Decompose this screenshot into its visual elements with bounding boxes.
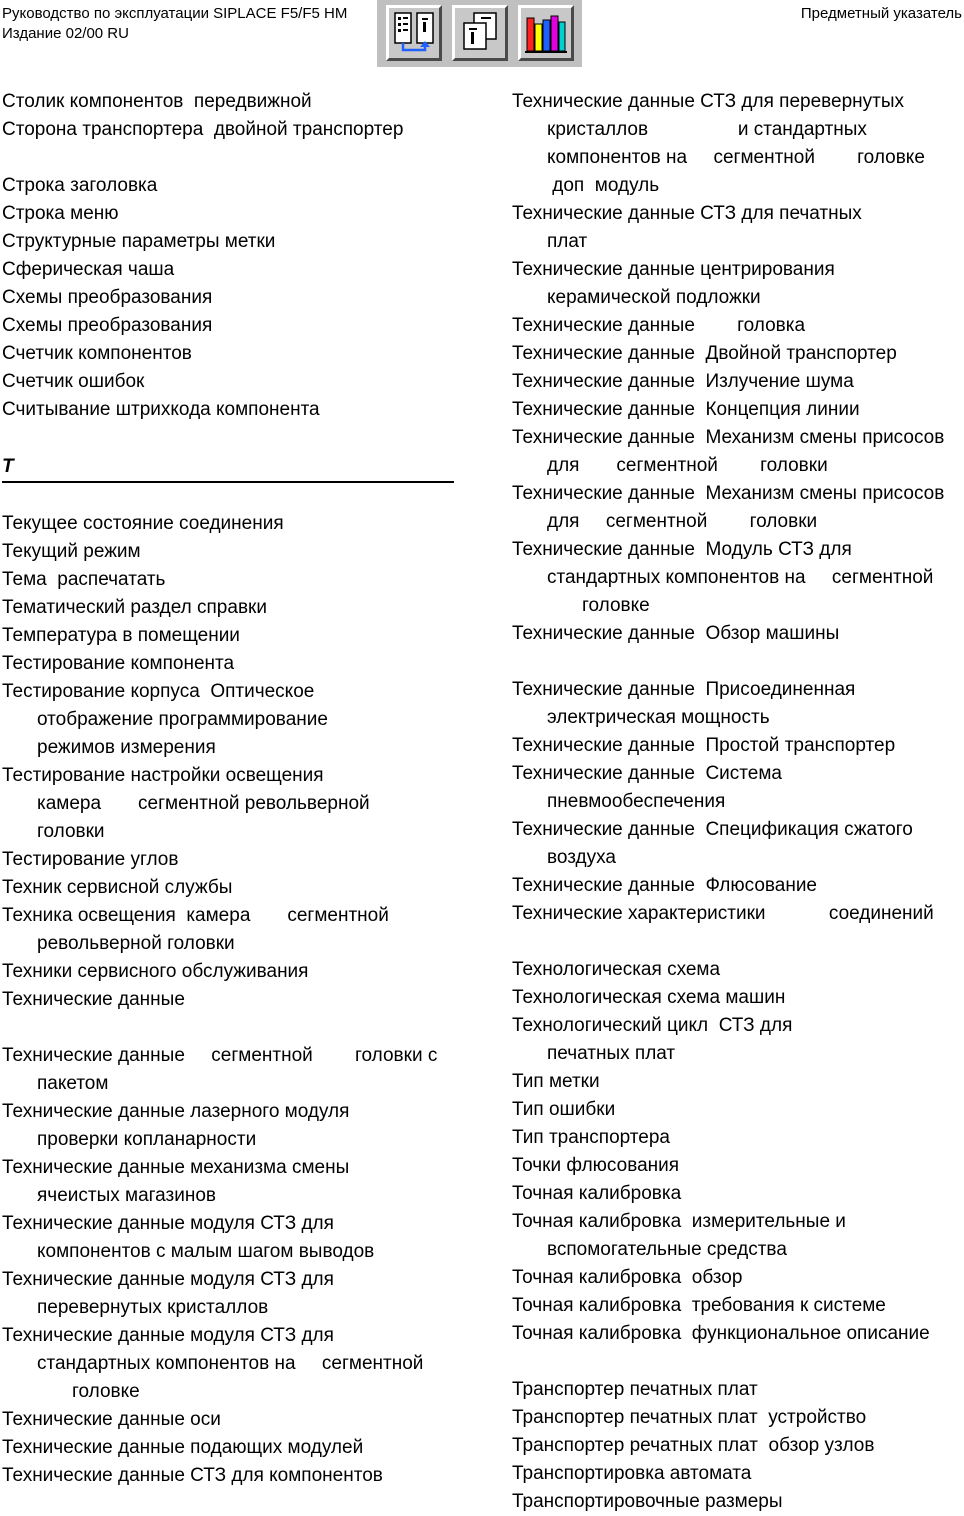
index-entry-continuation[interactable]: для сегментной головки — [547, 511, 818, 532]
index-entry[interactable]: Технические данные Обзор машины — [512, 623, 840, 644]
index-entry[interactable]: Техники сервисного обслуживания — [2, 961, 309, 982]
index-entry-continuation[interactable]: керамической подложки — [547, 287, 761, 308]
index-entry-continuation[interactable]: отображение программирование — [37, 709, 328, 730]
index-column-left-t — [2, 510, 457, 1490]
index-entry[interactable]: Точки флюсования — [512, 1155, 680, 1176]
index-entry[interactable]: Технические данные модуля СТЗ для — [2, 1213, 334, 1234]
index-entry[interactable]: Транспортировка автомата — [512, 1463, 752, 1484]
index-entry[interactable]: Тестирование корпуса Оптическое — [2, 681, 315, 702]
index-entry[interactable]: Технические данные Спецификация сжатого — [512, 819, 913, 840]
index-entry[interactable]: Технические данные СТЗ для печатных — [512, 203, 862, 224]
index-entry-continuation[interactable]: головки — [37, 821, 105, 842]
index-entry[interactable]: Технические данные Система — [512, 763, 782, 784]
index-entry[interactable]: Текущее состояние соединения — [2, 513, 284, 534]
index-entry[interactable]: Транспортировочные размеры — [512, 1491, 783, 1512]
index-entry[interactable]: Схемы преобразования — [2, 287, 213, 308]
letter-heading: T — [2, 453, 454, 483]
index-entry-continuation[interactable]: плат — [547, 231, 588, 252]
index-entry-continuation[interactable]: для сегментной головки — [547, 455, 828, 476]
index-entry-continuation[interactable]: стандартных компонентов на сегментной — [37, 1353, 424, 1374]
index-entry-continuation[interactable]: вспомогательные средства — [547, 1239, 787, 1260]
books-icon — [523, 10, 569, 56]
index-entry[interactable]: Транспортер печатных плат устройство — [512, 1407, 867, 1428]
index-entry-continuation[interactable]: ячеистых магазинов — [37, 1185, 216, 1206]
index-column-right — [512, 88, 964, 1516]
index-entry[interactable]: Тема распечатать — [2, 569, 166, 590]
index-entry[interactable]: Структурные параметры метки — [2, 231, 276, 252]
navigation-toolbar — [377, 0, 582, 67]
index-entry[interactable]: Технические данные Флюсование — [512, 875, 818, 896]
index-entry-continuation[interactable]: доп модуль — [547, 175, 660, 196]
index-entry-continuation[interactable]: пневмообеспечения — [547, 791, 726, 812]
index-entry[interactable]: Технические данные оси — [2, 1409, 221, 1430]
index-column-left — [2, 88, 457, 424]
index-entry[interactable]: Технологическая схема машин — [512, 987, 786, 1008]
index-entry[interactable]: Техник сервисной службы — [2, 877, 233, 898]
index-entry[interactable]: Транспортер речатных плат обзор узлов — [512, 1435, 875, 1456]
index-entry[interactable]: Технические данные Присоединенная — [512, 679, 856, 700]
index-entry[interactable]: Технические данные Двойной транспортер — [512, 343, 897, 364]
index-entry[interactable]: Технические данные подающих модулей — [2, 1437, 364, 1458]
index-entry-continuation[interactable]: перевернутых кристаллов — [37, 1297, 269, 1318]
index-entry[interactable]: Технические данные — [2, 989, 185, 1010]
pages-button[interactable] — [452, 5, 508, 61]
index-entry[interactable]: Тестирование настройки освещения — [2, 765, 324, 786]
index-entry-continuation[interactable]: кристаллов и стандартных — [547, 119, 867, 140]
index-entry[interactable]: Технические данные Механизм смены присосов — [512, 427, 945, 448]
index-spacer — [512, 928, 964, 956]
index-entry[interactable]: Транспортер печатных плат — [512, 1379, 758, 1400]
index-entry[interactable]: Точная калибровка функциональное описание — [512, 1323, 930, 1344]
index-entry[interactable]: Точная калибровка — [512, 1183, 682, 1204]
index-spacer — [2, 1014, 457, 1042]
manual-title: Руководство по эксплуатации SIPLACE F5/F5 HM — [2, 5, 348, 22]
index-entry[interactable]: Строка заголовка — [2, 175, 158, 196]
index-entry[interactable]: Столик компонентов передвижной — [2, 91, 312, 112]
index-entry[interactable]: Технические данные головка — [512, 315, 806, 336]
index-entry[interactable]: Сферическая чаша — [2, 259, 175, 280]
index-entry[interactable]: Технические данные СТЗ для компонентов — [2, 1465, 383, 1486]
index-entry[interactable]: Тестирование компонента — [2, 653, 235, 674]
navigation-icon — [391, 10, 437, 56]
index-entry-continuation[interactable]: головке — [72, 1381, 140, 1402]
index-entry-continuation[interactable]: камера сегментной револьверной — [37, 793, 370, 814]
index-entry[interactable]: Технические данные лазерного модуля — [2, 1101, 350, 1122]
index-entry[interactable]: Счетчик ошибок — [2, 371, 145, 392]
index-entry[interactable]: Точная калибровка измерительные и — [512, 1211, 846, 1232]
section-title: Предметный указатель — [800, 5, 962, 22]
index-entry[interactable]: Точная калибровка обзор — [512, 1267, 743, 1288]
index-entry[interactable]: Схемы преобразования — [2, 315, 213, 336]
index-entry-continuation[interactable]: воздуха — [547, 847, 616, 868]
index-entry[interactable]: Техника освещения камера сегментной — [2, 905, 389, 926]
pages-icon — [457, 10, 503, 56]
index-entry[interactable]: Считывание штрихкода компонента — [2, 399, 320, 420]
index-entry-continuation[interactable]: проверки копланарности — [37, 1129, 257, 1150]
index-entry[interactable]: Технические характеристики соединений — [512, 903, 934, 924]
index-entry[interactable]: Строка меню — [2, 203, 119, 224]
index-entry-continuation[interactable]: головке — [582, 595, 650, 616]
index-entry[interactable]: Технические данные Модуль СТЗ для — [512, 539, 852, 560]
index-entry[interactable]: Счетчик компонентов — [2, 343, 192, 364]
index-entry[interactable]: Тип транспортера — [512, 1127, 670, 1148]
index-spacer — [512, 1348, 964, 1376]
index-entry-continuation[interactable]: режимов измерения — [37, 737, 216, 758]
index-entry[interactable]: Тестирование углов — [2, 849, 179, 870]
index-entry[interactable]: Сторона транспортера двойной транспортер — [2, 119, 404, 140]
index-entry[interactable]: Технические данные Излучение шума — [512, 371, 854, 392]
index-entry[interactable]: Точная калибровка требования к системе — [512, 1295, 886, 1316]
index-entry-continuation[interactable]: револьверной головки — [37, 933, 235, 954]
index-entry-continuation[interactable]: печатных плат — [547, 1043, 676, 1064]
index-entry[interactable]: Тип метки — [512, 1071, 600, 1092]
index-entry[interactable]: Технические данные Концепция линии — [512, 399, 860, 420]
library-button[interactable] — [518, 5, 574, 61]
index-entry[interactable]: Технические данные модуля СТЗ для — [2, 1269, 334, 1290]
index-spacer — [512, 648, 964, 676]
edition-label: Издание 02/00 RU — [2, 25, 129, 42]
index-entry[interactable]: Тематический раздел справки — [2, 597, 267, 618]
index-entry-continuation[interactable]: электрическая мощность — [547, 707, 770, 728]
index-entry[interactable]: Технические данные сегментной головки с — [2, 1045, 438, 1066]
index-entry-continuation[interactable]: компонентов с малым шагом выводов — [37, 1241, 375, 1262]
navigation-button[interactable] — [386, 5, 442, 61]
index-entry[interactable]: Технические данные модуля СТЗ для — [2, 1325, 334, 1346]
index-entry-continuation[interactable]: пакетом — [37, 1073, 109, 1094]
index-spacer — [2, 144, 457, 172]
document-header — [2, 4, 347, 44]
index-entry-continuation[interactable]: компонентов на сегментной головке — [547, 147, 925, 168]
index-entry[interactable]: Технологический цикл СТЗ для — [512, 1015, 793, 1036]
index-entry[interactable]: Тип ошибки — [512, 1099, 616, 1120]
index-entry[interactable]: Технические данные центрирования — [512, 259, 835, 280]
index-entry[interactable]: Текущий режим — [2, 541, 141, 562]
index-entry[interactable]: Технологическая схема — [512, 959, 721, 980]
index-entry[interactable]: Технические данные Механизм смены присосов — [512, 483, 945, 504]
index-entry-continuation[interactable]: стандартных компонентов на сегментной — [547, 567, 934, 588]
index-entry[interactable]: Технические данные механизма смены — [2, 1157, 350, 1178]
index-entry[interactable]: Температура в помещении — [2, 625, 240, 646]
index-entry[interactable]: Технические данные СТЗ для перевернутых — [512, 91, 905, 112]
index-entry[interactable]: Технические данные Простой транспортер — [512, 735, 896, 756]
